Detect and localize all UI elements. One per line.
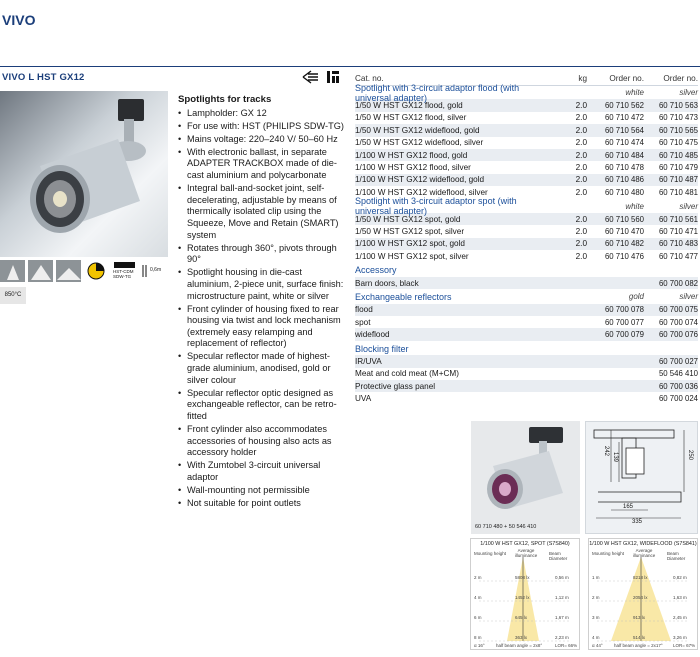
ballast-icon: [112, 260, 137, 282]
header-order-2: Order no.: [663, 74, 698, 83]
table-cell: 1/50 W HST GX12 flood, gold: [355, 101, 463, 111]
section-cn: Spotlight with 3-circuit adaptor flood (with universal adapter): [355, 82, 520, 103]
light-distribution-icons: [0, 260, 165, 282]
table-cell: 60 710 560: [604, 214, 644, 224]
table-row: [355, 225, 698, 237]
table-cell: Barn doors, black: [355, 278, 419, 288]
feature-item: • Spotlight housing in die-cast aluminium, 2-piece unit, surface finish: microstructure paint, white or silver: [178, 267, 344, 302]
feature-item: • Specular reflector optic designed as exchangeable reflector, can be retro-fitted: [178, 388, 344, 423]
wideflood-beam-icon: [56, 260, 81, 282]
ballast-label-2: SDW-TG: [113, 274, 132, 279]
beam-chart-wideflood: [588, 538, 698, 650]
table-cell: 1/50 W HST GX12 wideflood, gold: [355, 125, 480, 135]
feature-item: • Front cylinder also accommodates accessories of housing also acts as accessory holder: [178, 424, 344, 459]
beam-wide-foot-l: α 44°: [592, 643, 603, 648]
table-row: [355, 277, 698, 289]
header-kg: kg: [578, 74, 587, 83]
beam-wide-foot-r: LOR= 67%: [673, 643, 696, 648]
section-cn: Spotlight with 3-circuit adaptor spot (with universal adapter): [355, 196, 517, 217]
table-row: [355, 238, 698, 250]
beam_spot-row-value: 1,67 m: [555, 615, 569, 620]
table-cell: 2.0: [575, 187, 587, 197]
ballast-label: [113, 269, 134, 279]
table-cell: 60 710 472: [604, 113, 644, 123]
section-o1: white: [625, 201, 644, 211]
table-row: [355, 124, 698, 136]
table-row: [355, 137, 698, 149]
section-title-row: [355, 290, 698, 303]
section-o1: white: [625, 88, 644, 98]
table-cell: 60 710 564: [604, 125, 644, 135]
beam_spot-row-value: 1452 lx: [515, 595, 530, 600]
table-cell: 2.0: [575, 138, 587, 148]
product-photo: [0, 91, 168, 257]
beam_spot-row-value: 2 m: [474, 575, 482, 580]
beam_spot-row-value: 363 lx: [515, 635, 528, 640]
ballast-label-1: HST-CDM: [113, 269, 134, 274]
beam-wide-h-mid: Average illuminance: [632, 548, 656, 558]
section-o2: silver: [679, 201, 698, 211]
section-title-row: [355, 263, 698, 276]
spot-beam-icon: [0, 260, 25, 282]
beam_spot-row-value: 645 lx: [515, 615, 528, 620]
table-cell: 60 710 471: [658, 226, 698, 236]
table-row: [355, 149, 698, 161]
beam_wide-row-value: 4 m: [592, 635, 600, 640]
f-mark-icon: [326, 70, 340, 84]
table-cell: 60 710 470: [604, 226, 644, 236]
table-cell: 60 710 476: [604, 251, 644, 261]
table-row: [355, 250, 698, 262]
feature-item: • Lampholder: GX 12: [178, 108, 344, 120]
table-section: [355, 82, 698, 199]
beam_wide-row-value: 3,26 m: [673, 635, 687, 640]
section-cn: Exchangeable reflectors: [355, 291, 452, 302]
section-rows: [355, 277, 698, 289]
table-cell: 60 700 078: [604, 305, 644, 315]
feature-list: [178, 108, 344, 510]
table-cell: wideflood: [355, 330, 390, 340]
feature-item: • With electronic ballast, in separate ADAPTER TRACKBOX made of die-cast aluminium and polycarbonate: [178, 147, 344, 182]
table-cell: 60 710 486: [604, 175, 644, 185]
beam-spot-foot-l: α 16°: [474, 643, 485, 648]
table-cell: 2.0: [575, 101, 587, 111]
table-section: [355, 290, 698, 341]
section-title-row: [355, 342, 698, 355]
table-cell: UVA: [355, 394, 372, 404]
header-cat: Cat. no.: [355, 74, 384, 83]
beam_wide-row-value: 0,82 m: [673, 575, 687, 580]
table-cell: 60 710 484: [604, 150, 644, 160]
feature-item: • Specular reflector made of highest-grade aluminium, anodised, gold or silver colour: [178, 351, 344, 386]
table-cell: 2.0: [575, 214, 587, 224]
flood-beam-icon: [28, 260, 53, 282]
table-cell: 60 710 474: [604, 138, 644, 148]
table-cell: 60 700 036: [658, 381, 698, 391]
section-o2: silver: [679, 88, 698, 98]
table-row: [355, 328, 698, 340]
table-cell: 60 710 483: [658, 239, 698, 249]
header-rule: [0, 66, 700, 67]
table-cell: 60 710 475: [658, 138, 698, 148]
section-title-row: [355, 82, 698, 103]
clearance-icon: [140, 260, 165, 282]
feature-item: • Mains voltage: 220–240 V/ 50–60 Hz: [178, 134, 344, 146]
description-title: Spotlights for tracks: [178, 94, 272, 105]
table-cell: 60 700 077: [604, 317, 644, 327]
section-cn: Blocking filter: [355, 343, 409, 354]
feature-item: • Rotates through 360°, pivots through 90°: [178, 243, 344, 266]
table-cell: flood: [355, 305, 373, 315]
beam-wide-title: 1/100 W HST GX12, WIDEFLOOD (S7S841): [589, 541, 697, 547]
standard-icons: [302, 70, 340, 84]
table-row: [355, 368, 698, 380]
section-rows: [355, 213, 698, 263]
beam_wide-row-value: 1 m: [592, 575, 600, 580]
feature-item: • Wall-mounting not permissible: [178, 485, 344, 497]
beam-spot-h-right: Beam Diameter: [549, 551, 568, 561]
table-cell: 2.0: [575, 251, 587, 261]
table-cell: 1/100 W HST GX12 spot, silver: [355, 251, 469, 261]
dim-139: 139: [612, 452, 618, 463]
table-cell: 60 700 082: [658, 278, 698, 288]
table-cell: 60 700 027: [658, 356, 698, 366]
table-cell: Meat and cold meat (M+CM): [355, 369, 459, 379]
beam_spot-row-value: 2,23 m: [555, 635, 569, 640]
dim-165: 165: [623, 504, 634, 510]
table-cell: 50 546 410: [658, 369, 698, 379]
section-cn: Accessory: [355, 265, 397, 276]
table-row: [355, 316, 698, 328]
section-rows: [355, 99, 698, 198]
table-section: [355, 196, 698, 263]
beam-spot-h-left: Mounting height: [474, 551, 507, 556]
beam_spot-row-value: 0,56 m: [555, 575, 569, 580]
dim-335: 335: [632, 519, 643, 525]
table-cell: 60 710 562: [604, 101, 644, 111]
table-cell: 1/50 W HST GX12 wideflood, silver: [355, 138, 484, 148]
feature-item: • Front cylinder of housing fixed to rear housing via twist and lock mechanism (extremely easy relamping and replacement of reflector): [178, 304, 344, 350]
beam_wide-row-value: 913 lx: [633, 615, 646, 620]
section-o1: gold: [628, 292, 644, 302]
beam-spot-title: 1/100 W HST GX12, SPOT (S7S840): [480, 541, 570, 547]
table-cell: 1/100 W HST GX12 flood, silver: [355, 163, 471, 173]
beam-wide-foot-m: half beam angle = 2x17°: [614, 643, 663, 648]
table-cell: 60 710 563: [658, 101, 698, 111]
beam-wide-h-right: Beam Diameter: [667, 551, 686, 561]
beam_spot-row-value: 5808 lx: [515, 575, 530, 580]
rotation-icon: [84, 260, 109, 282]
table-row: [355, 161, 698, 173]
beam_spot-row-value: 8 m: [474, 635, 482, 640]
section-rows: [355, 355, 698, 405]
dim-242: 242: [603, 446, 609, 457]
beam_wide-row-value: 2054 lx: [633, 595, 648, 600]
table-sections: [355, 82, 698, 405]
order-table: [355, 72, 698, 406]
table-cell: 60 700 075: [658, 305, 698, 315]
table-cell: 60 700 024: [658, 394, 698, 404]
beam_wide-row-value: 514 lx: [633, 635, 646, 640]
table-cell: 60 710 485: [658, 150, 698, 160]
beam_spot-row-value: 4 m: [474, 595, 482, 600]
table-cell: 60 710 481: [658, 187, 698, 197]
feature-item: • With Zumtobel 3-circuit universal adaptor: [178, 460, 344, 483]
table-cell: 60 710 477: [658, 251, 698, 261]
table-cell: 60 710 473: [658, 113, 698, 123]
table-cell: 2.0: [575, 150, 587, 160]
table-row: [355, 174, 698, 186]
beam-chart-spot: [470, 538, 580, 650]
dim-250: 250: [687, 450, 693, 461]
feature-item: • Integral ball-and-socket joint, self-decelerating, adjustable by means of thermically isolated clip using the Squeeze, Move and Retain (SMART) system: [178, 183, 344, 241]
table-row: [355, 213, 698, 225]
section-rows: [355, 304, 698, 341]
table-cell: 1/100 W HST GX12 spot, gold: [355, 239, 465, 249]
table-cell: 60 700 079: [604, 330, 644, 340]
table-row: [355, 392, 698, 404]
beam_spot-row-value: 1,12 m: [555, 595, 569, 600]
beam-wide-h-left: Mounting height: [592, 551, 625, 556]
section-title-row: [355, 196, 698, 217]
brand-title: VIVO: [2, 12, 36, 28]
description: [178, 94, 344, 511]
temperature-badge: 850°C: [0, 287, 26, 304]
table-row: [355, 304, 698, 316]
table-cell: 1/100 W HST GX12 wideflood, gold: [355, 175, 485, 185]
table-cell: 60 710 565: [658, 125, 698, 135]
drawing-caption: 60 710 480 + 50 546 410: [475, 524, 537, 530]
table-cell: 2.0: [575, 163, 587, 173]
table-row: [355, 380, 698, 392]
table-row: [355, 355, 698, 367]
table-cell: 2.0: [575, 239, 587, 249]
feature-item: • Not suitable for point outlets: [178, 498, 344, 510]
table-cell: 60 710 482: [604, 239, 644, 249]
beam_wide-row-value: 2 m: [592, 595, 600, 600]
table-cell: 2.0: [575, 175, 587, 185]
clearance-label: 0,6m: [150, 267, 162, 273]
table-cell: 60 710 479: [658, 163, 698, 173]
table-cell: 2.0: [575, 125, 587, 135]
beam_wide-row-value: 1,63 m: [673, 595, 687, 600]
table-section: [355, 263, 698, 289]
product-drawing: [471, 421, 580, 534]
beam-spot-h-mid: Average illuminance: [514, 548, 538, 558]
product-name: VIVO L HST GX12: [2, 72, 85, 83]
table-cell: 1/50 W HST GX12 spot, silver: [355, 226, 465, 236]
section-o2: silver: [679, 292, 698, 302]
safety-class-icon: [302, 70, 320, 84]
table-cell: 1/50 W HST GX12 spot, gold: [355, 214, 461, 224]
table-cell: 1/50 W HST GX12 flood, silver: [355, 113, 467, 123]
table-cell: 60 710 487: [658, 175, 698, 185]
header-order-1: Order no.: [609, 74, 644, 83]
beam-spot-foot-r: LOR= 66%: [555, 643, 578, 648]
table-row: [355, 99, 698, 111]
table-cell: IR/UVA: [355, 356, 382, 366]
table-cell: 60 710 478: [604, 163, 644, 173]
table-row: [355, 112, 698, 124]
beam_spot-row-value: 6 m: [474, 615, 482, 620]
table-cell: 60 710 480: [604, 187, 644, 197]
table-cell: 60 710 561: [658, 214, 698, 224]
beam-spot-foot-m: half beam angle = 2x8°: [496, 643, 543, 648]
beam_wide-row-value: 3 m: [592, 615, 600, 620]
table-cell: 1/100 W HST GX12 flood, gold: [355, 150, 468, 160]
table-cell: 2.0: [575, 113, 587, 123]
table-cell: spot: [355, 317, 371, 327]
feature-item: • For use with: HST (PHILIPS SDW-TG): [178, 121, 344, 133]
table-cell: Protective glass panel: [355, 381, 436, 391]
beam_wide-row-value: 8218 lx: [633, 575, 648, 580]
table-section: [355, 342, 698, 405]
table-cell: 60 700 076: [658, 330, 698, 340]
table-cell: 1/100 W HST GX12 wideflood, silver: [355, 187, 488, 197]
table-cell: 2.0: [575, 226, 587, 236]
beam_wide-row-value: 2,45 m: [673, 615, 687, 620]
table-cell: 60 700 074: [658, 317, 698, 327]
dimension-drawing: [585, 421, 698, 534]
